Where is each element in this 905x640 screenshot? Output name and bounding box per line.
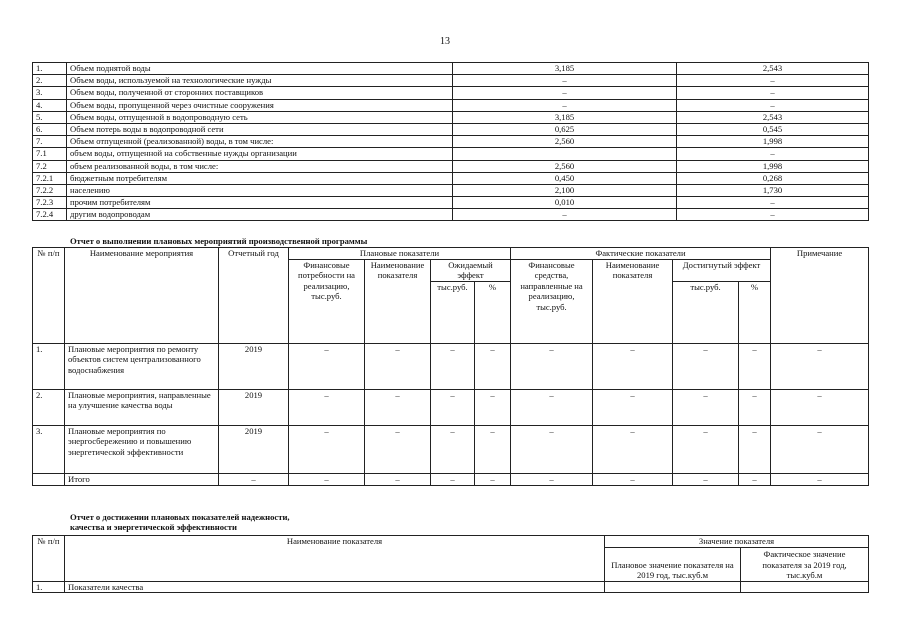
header-fact-indicator: Наименование показателя xyxy=(593,259,673,343)
measure-cell: – xyxy=(289,473,365,485)
row-name: объем реализованной воды, в том числе: xyxy=(67,160,453,172)
indicators-table xyxy=(32,535,869,593)
measure-cell: – xyxy=(593,389,673,425)
t3-header-num: № п/п xyxy=(33,536,65,582)
row-name: Объем потерь воды в водопроводной сети xyxy=(67,123,453,135)
header-plan-pct: % xyxy=(475,281,511,343)
measure-name: Итого xyxy=(65,473,219,485)
indicator-name: Показатели качества xyxy=(65,581,605,593)
measure-number: 3. xyxy=(33,425,65,473)
row-value-plan: 3,185 xyxy=(453,111,677,123)
measure-name: Плановые мероприятия, направленные на улучшение качества воды xyxy=(65,389,219,425)
row-value-fact: – xyxy=(677,99,869,111)
table-row xyxy=(33,197,869,209)
measure-cell: – xyxy=(673,343,739,389)
table-row xyxy=(33,111,869,123)
section-title-indicators-line1: Отчет о достижении плановых показателей надежности, xyxy=(70,512,290,522)
t3-header-row-1 xyxy=(33,536,869,548)
header-plan-indicator: Наименование показателя xyxy=(365,259,431,343)
header-planned: Плановые показатели xyxy=(289,248,511,260)
row-value-fact: 1,998 xyxy=(677,136,869,148)
water-volume-table xyxy=(32,62,869,221)
row-name: Объем воды, пропущенной через очистные сооружения xyxy=(67,99,453,111)
measure-cell: – xyxy=(475,473,511,485)
header-fact-fin: Финансовые средства, направленные на реализацию, тыс.руб. xyxy=(511,259,593,343)
measure-cell: – xyxy=(593,425,673,473)
measure-number: 2. xyxy=(33,389,65,425)
row-value-fact: – xyxy=(677,87,869,99)
measure-cell: – xyxy=(771,389,869,425)
row-number: 5. xyxy=(33,111,67,123)
row-value-plan: 2,560 xyxy=(453,136,677,148)
table-row xyxy=(33,343,869,389)
row-number: 7.1 xyxy=(33,148,67,160)
measure-cell: – xyxy=(475,389,511,425)
section-title-program-report: Отчет о выполнении плановых мероприятий производственной программы xyxy=(70,236,368,246)
row-name: Объем воды, используемой на технологические нужды xyxy=(67,75,453,87)
measure-cell: – xyxy=(431,425,475,473)
row-number: 6. xyxy=(33,123,67,135)
row-name: населению xyxy=(67,184,453,196)
row-number: 4. xyxy=(33,99,67,111)
row-number: 7.2.3 xyxy=(33,197,67,209)
table-row xyxy=(33,209,869,221)
table-row xyxy=(33,123,869,135)
row-name: прочим потребителям xyxy=(67,197,453,209)
measure-cell: – xyxy=(431,473,475,485)
row-number: 1. xyxy=(33,63,67,75)
measure-number: 1. xyxy=(33,343,65,389)
t3-header-planned: Плановое значение показателя на 2019 год, тыс.куб.м xyxy=(605,547,741,581)
measure-cell: – xyxy=(475,343,511,389)
table-row xyxy=(33,389,869,425)
table-row xyxy=(33,75,869,87)
measure-cell: – xyxy=(511,389,593,425)
row-value-fact: 1,730 xyxy=(677,184,869,196)
row-name: бюджетным потребителям xyxy=(67,172,453,184)
t3-header-actual: Фактическое значение показателя за 2019 год, тыс.куб.м xyxy=(741,547,869,581)
measure-cell: – xyxy=(365,425,431,473)
measure-cell: – xyxy=(739,389,771,425)
row-value-plan xyxy=(453,148,677,160)
measure-year: – xyxy=(219,473,289,485)
measure-cell: – xyxy=(771,425,869,473)
row-name: объем воды, отпущенной на собственные нужды организации xyxy=(67,148,453,160)
header-expected-effect: Ожидаемый эффект xyxy=(431,259,511,281)
table-row xyxy=(33,63,869,75)
row-name: другим водопроводам xyxy=(67,209,453,221)
measure-cell: – xyxy=(593,473,673,485)
row-value-fact: – xyxy=(677,75,869,87)
row-value-fact: 2,543 xyxy=(677,63,869,75)
row-number: 2. xyxy=(33,75,67,87)
row-number: 3. xyxy=(33,87,67,99)
measure-cell: – xyxy=(673,425,739,473)
header-measure-name: Наименование мероприятия xyxy=(65,248,219,344)
measure-cell: – xyxy=(365,389,431,425)
table-row xyxy=(33,136,869,148)
row-value-plan: 0,450 xyxy=(453,172,677,184)
row-number: 7.2 xyxy=(33,160,67,172)
measure-cell: – xyxy=(771,343,869,389)
measure-cell: – xyxy=(289,389,365,425)
measure-cell: – xyxy=(739,425,771,473)
row-value-fact: 1,998 xyxy=(677,160,869,172)
row-value-plan: – xyxy=(453,75,677,87)
measure-year: 2019 xyxy=(219,425,289,473)
row-number: 7. xyxy=(33,136,67,148)
row-number: 7.2.1 xyxy=(33,172,67,184)
measure-cell: – xyxy=(431,389,475,425)
row-value-fact: – xyxy=(677,148,869,160)
header-row-1 xyxy=(33,248,869,260)
measure-cell: – xyxy=(431,343,475,389)
measure-cell: – xyxy=(511,473,593,485)
header-num: № п/п xyxy=(33,248,65,344)
measure-year: 2019 xyxy=(219,343,289,389)
indicator-number: 1. xyxy=(33,581,65,593)
header-plan-thous: тыс.руб. xyxy=(431,281,475,343)
table-row xyxy=(33,87,869,99)
measure-cell: – xyxy=(673,473,739,485)
indicator-planned xyxy=(605,581,741,593)
table-row xyxy=(33,160,869,172)
measure-cell: – xyxy=(593,343,673,389)
measure-cell: – xyxy=(511,425,593,473)
row-value-plan: 2,560 xyxy=(453,160,677,172)
header-achieved-effect: Достигнутый эффект xyxy=(673,259,771,281)
table-row xyxy=(33,473,869,485)
header-plan-fin: Финансовые потребности на реализацию, тыс.руб. xyxy=(289,259,365,343)
row-number: 7.2.2 xyxy=(33,184,67,196)
measure-cell: – xyxy=(365,473,431,485)
row-name: Объем воды, полученной от сторонних поставщиков xyxy=(67,87,453,99)
row-value-fact: – xyxy=(677,197,869,209)
measure-cell: – xyxy=(365,343,431,389)
row-value-fact: 2,543 xyxy=(677,111,869,123)
measure-cell: – xyxy=(289,343,365,389)
measure-cell: – xyxy=(739,473,771,485)
measure-year: 2019 xyxy=(219,389,289,425)
row-value-plan: – xyxy=(453,209,677,221)
measure-cell: – xyxy=(511,343,593,389)
row-value-fact: 0,268 xyxy=(677,172,869,184)
row-value-plan: 3,185 xyxy=(453,63,677,75)
row-value-plan: – xyxy=(453,99,677,111)
measure-name: Плановые мероприятия по ремонту объектов систем централизованного водоснабжения xyxy=(65,343,219,389)
section-title-indicators-line2: качества и энергетической эффективности xyxy=(70,522,237,532)
table-row xyxy=(33,184,869,196)
page-number: 13 xyxy=(440,36,450,47)
row-name: Объем отпущенной (реализованной) воды, в том числе: xyxy=(67,136,453,148)
indicator-actual xyxy=(741,581,869,593)
header-actual: Фактические показатели xyxy=(511,248,771,260)
header-note: Примечание xyxy=(771,248,869,344)
measure-cell: – xyxy=(289,425,365,473)
planned-measures-table xyxy=(32,247,869,486)
row-value-fact: 0,545 xyxy=(677,123,869,135)
table-row xyxy=(33,425,869,473)
measure-cell: – xyxy=(475,425,511,473)
row-name: Объем воды, отпущенной в водопроводную сеть xyxy=(67,111,453,123)
row-value-fact: – xyxy=(677,209,869,221)
header-year: Отчетный год xyxy=(219,248,289,344)
table-row xyxy=(33,148,869,160)
measure-cell: – xyxy=(673,389,739,425)
table-row xyxy=(33,172,869,184)
header-fact-thous: тыс.руб. xyxy=(673,281,739,343)
row-value-plan: 0,625 xyxy=(453,123,677,135)
header-fact-pct: % xyxy=(739,281,771,343)
row-value-plan: 2,100 xyxy=(453,184,677,196)
t3-header-name: Наименование показателя xyxy=(65,536,605,582)
table-row xyxy=(33,581,869,593)
table-row xyxy=(33,99,869,111)
measure-name: Плановые мероприятия по энергосбережению и повышению энергетической эффективности xyxy=(65,425,219,473)
row-number: 7.2.4 xyxy=(33,209,67,221)
t3-header-value: Значение показателя xyxy=(605,536,869,548)
measure-number xyxy=(33,473,65,485)
row-value-plan: 0,010 xyxy=(453,197,677,209)
measure-cell: – xyxy=(739,343,771,389)
row-name: Объем поднятой воды xyxy=(67,63,453,75)
row-value-plan: – xyxy=(453,87,677,99)
measure-cell: – xyxy=(771,473,869,485)
